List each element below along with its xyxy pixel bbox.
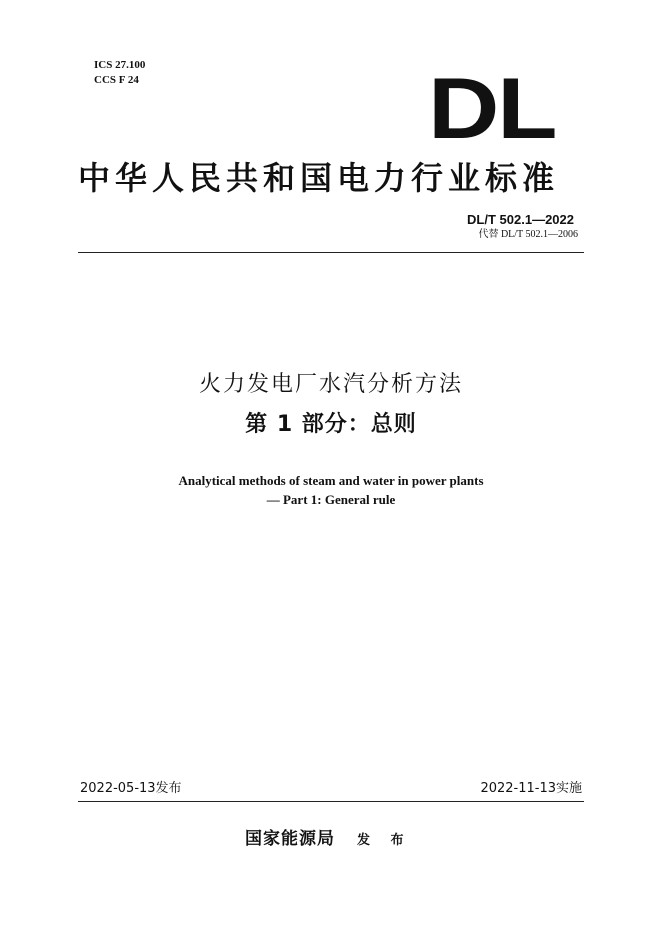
header-title: 中华人民共和国电力行业标准 — [78, 159, 560, 197]
dl-logo: DL — [428, 61, 556, 157]
document-subtitle: 第 1 部分：总则 — [245, 412, 417, 437]
english-title: Analytical methods of steam and water in power plants — [178, 473, 484, 488]
top-divider — [78, 252, 584, 253]
ccs-code: CCS F 24 — [94, 74, 139, 86]
standard-number: DL/T 502.1—2022 — [467, 212, 574, 227]
classification-codes — [94, 58, 145, 88]
standard-code — [467, 212, 574, 228]
document-title: 火力发电厂水汽分析方法 — [198, 372, 463, 397]
issuer-organization: 国家能源局 — [245, 829, 335, 849]
replaces-standard: 代替 DL/T 502.1—2006 — [478, 229, 578, 240]
bottom-divider — [78, 801, 584, 802]
implementation-date: 2022-11-13实施 — [480, 781, 582, 796]
issue-date: 2022-05-13发布 — [80, 781, 182, 796]
english-subtitle: — Part 1: General rule — [266, 492, 396, 507]
issuer — [245, 828, 412, 852]
issuer-action: 发 布 — [357, 833, 412, 848]
ics-code: ICS 27.100 — [94, 59, 146, 71]
